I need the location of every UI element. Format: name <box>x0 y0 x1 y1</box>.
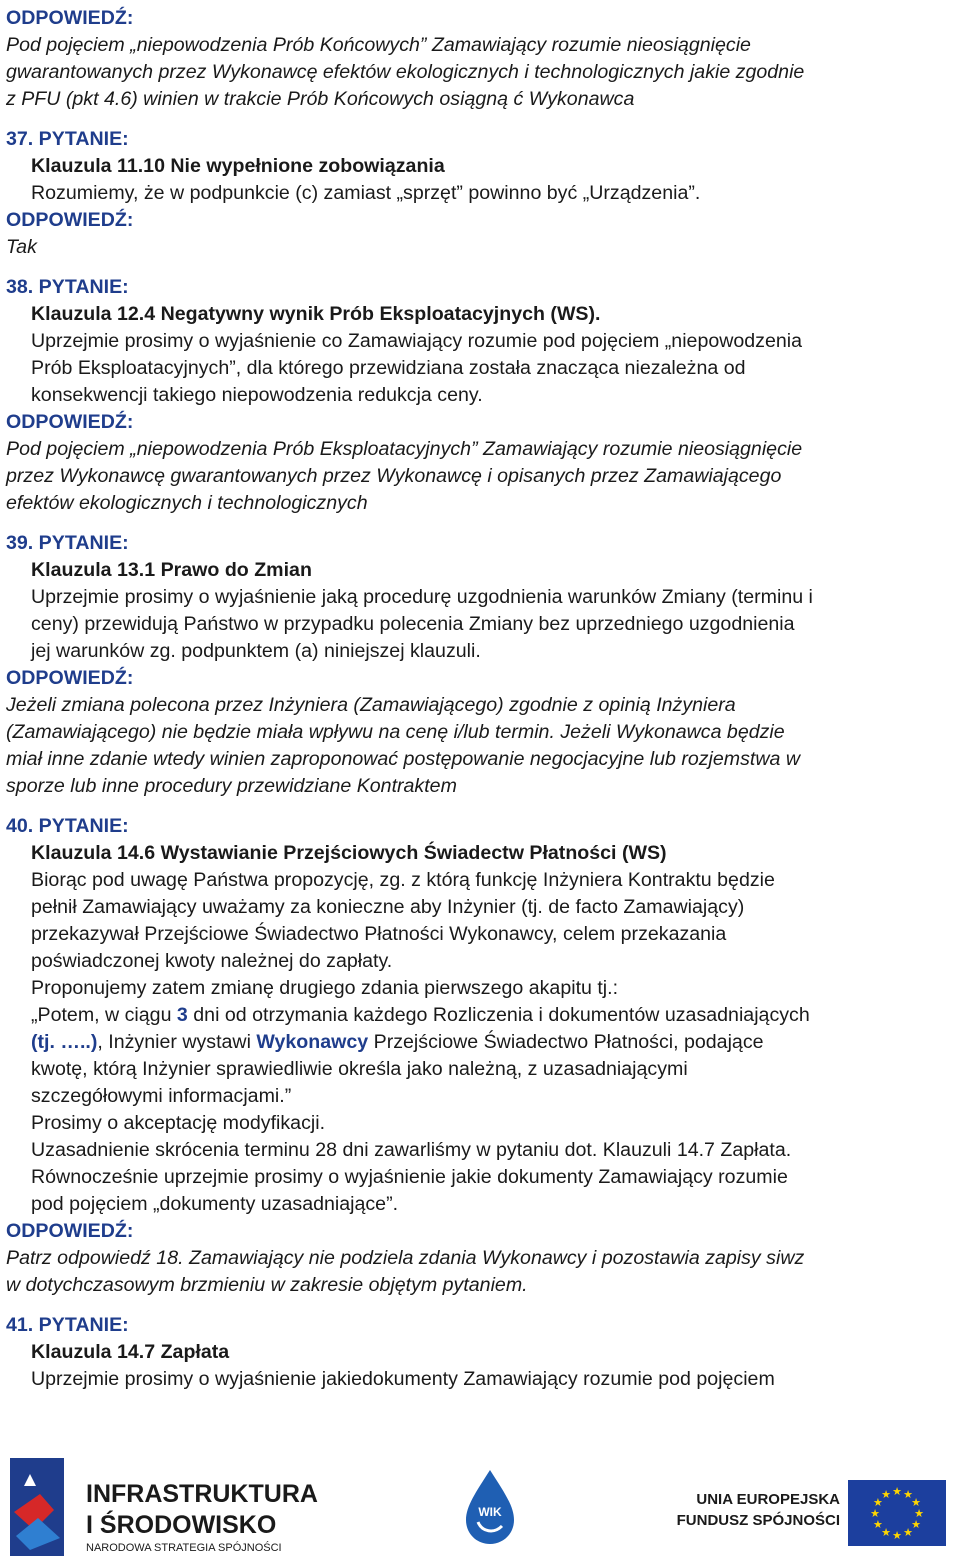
eu-star-icon: ★ <box>892 1485 902 1498</box>
proposed-text: „Potem, w ciągu <box>31 1004 177 1026</box>
question-text-line: Uprzejmie prosimy o wyjaśnienie jaką procedurę uzgodnienia warunków Zmiany (terminu i <box>31 586 813 608</box>
eu-star-icon: ★ <box>870 1507 880 1520</box>
answer-text-line: Pod pojęciem „niepowodzenia Prób Eksploatacyjnych” Zamawiający rozumie nieosiągnięcie <box>6 438 803 460</box>
answer-label: ODPOWIEDŹ: <box>6 7 134 29</box>
clause-title-37: Klauzula 11.10 Nie wypełnione zobowiązania <box>31 155 445 177</box>
question-text-line: Biorąc pod uwagę Państwa propozycję, zg. z którą funkcję Inżyniera Kontraktu będzie <box>31 869 775 891</box>
page-footer <box>0 1452 960 1562</box>
question-heading-40: 40. PYTANIE: <box>6 815 129 837</box>
answer-text-line: efektów ekologicznych i technologicznych <box>6 492 368 514</box>
eu-star-icon: ★ <box>881 1526 891 1540</box>
eu-star-icon: ★ <box>872 1496 883 1509</box>
answer-label: ODPOWIEDŹ: <box>6 411 134 433</box>
eu-logo <box>677 1480 946 1546</box>
eu-star-icon: ★ <box>903 1487 913 1501</box>
wik-logo-text: WIK <box>478 1505 502 1519</box>
question-text-line: pod pojęciem „dokumenty uzasadniające”. <box>31 1193 399 1215</box>
answer-label: ODPOWIEDŹ: <box>6 1220 134 1242</box>
programme-title-1: INFRASTRUKTURA <box>86 1480 318 1508</box>
question-text-line: jej warunków zg. podpunktem (a) niniejszej klauzuli. <box>31 640 481 662</box>
question-text-line: poświadczonej kwoty należnej do zapłaty. <box>31 950 393 972</box>
proposed-highlight: (tj. …..) <box>31 1031 98 1053</box>
answer-text-line: z PFU (pkt 4.6) winien w trakcie Prób Końcowych osiągną ć Wykonawca <box>6 88 635 110</box>
document-body <box>6 5 956 1393</box>
answer-text-line: gwarantowanych przez Wykonawcę efektów ekologicznych i technologicznych jakie zgodnie <box>6 61 805 83</box>
proposed-text-line <box>6 1029 956 1056</box>
question-text-line: Prosimy o akceptację modyfikacji. <box>31 1112 326 1134</box>
proposed-days-value: 3 <box>176 1004 188 1026</box>
question-text-line: konsekwencji takiego niepowodzenia redukcja ceny. <box>31 384 483 406</box>
clause-title-38: Klauzula 12.4 Negatywny wynik Prób Eksploatacyjnych (WS). <box>31 303 601 325</box>
eu-star-icon: ★ <box>903 1526 913 1540</box>
question-text-line: Uzasadnienie skrócenia terminu 28 dni zawarliśmy w pytaniu dot. Klauzuli 14.7 Zapłata. <box>31 1139 792 1161</box>
wik-logo <box>466 1470 514 1544</box>
question-text-line: Prób Eksploatacyjnych”, dla którego przewidziana została znacząca niezależna od <box>31 357 746 379</box>
footer-logos <box>0 1452 960 1562</box>
eu-star-icon: ★ <box>914 1507 924 1520</box>
programme-title-2: I ŚRODOWISKO <box>86 1511 277 1539</box>
proposed-text: dni od otrzymania każdego Rozliczenia i dokumentów uzasadniających <box>187 1004 810 1026</box>
eu-star-icon: ★ <box>911 1518 922 1531</box>
question-heading-41: 41. PYTANIE: <box>6 1314 129 1336</box>
eu-star-icon: ★ <box>872 1518 883 1531</box>
question-heading-37: 37. PYTANIE: <box>6 128 129 150</box>
answer-text-line: (Zamawiającego) nie będzie miała wpływu na cenę i/lub termin. Jeżeli Wykonawca będzie <box>6 721 785 743</box>
eu-star-icon: ★ <box>911 1496 922 1509</box>
answer-text-line: w dotychczasowym brzmieniu w zakresie objętym pytaniem. <box>6 1274 528 1296</box>
question-heading-39: 39. PYTANIE: <box>6 532 129 554</box>
question-text-line: Uprzejmie prosimy o wyjaśnienie co Zamawiający rozumie pod pojęciem „niepowodzenia <box>31 330 803 352</box>
answer-label: ODPOWIEDŹ: <box>6 209 134 231</box>
infrastruktura-logo <box>10 1458 318 1556</box>
question-text-line: szczegółowymi informacjami.” <box>31 1085 292 1107</box>
eu-line-2: FUNDUSZ SPÓJNOŚCI <box>676 1512 840 1529</box>
question-text-line: Uprzejmie prosimy o wyjaśnienie jakiedokumenty Zamawiający rozumie pod pojęciem <box>31 1368 775 1390</box>
question-text-line: kwotę, którą Inżynier sprawiedliwie określa jako należną, z uzasadniającymi <box>31 1058 688 1080</box>
eu-star-icon: ★ <box>881 1487 891 1501</box>
clause-title-39: Klauzula 13.1 Prawo do Zmian <box>31 559 312 581</box>
answer-text-line: miał inne zdanie wtedy winien zaproponować postępowanie negocjacyjne lub rozjemstwa w <box>6 748 800 770</box>
question-text-line: przekazywał Przejściowe Świadectwo Płatności Wykonawcy, celem przekazania <box>31 923 727 945</box>
proposed-text-line <box>6 1002 956 1029</box>
answer-text-line: Pod pojęciem „niepowodzenia Prób Końcowych” Zamawiający rozumie nieosiągnięcie <box>6 34 751 56</box>
answer-text-line: przez Wykonawcę gwarantowanych przez Wykonawcę i opisanych przez Zamawiającego <box>6 465 782 487</box>
proposed-highlight: Wykonawcy <box>256 1031 369 1053</box>
programme-subtitle: NARODOWA STRATEGIA SPÓJNOŚCI <box>86 1542 282 1554</box>
clause-title-40: Klauzula 14.6 Wystawianie Przejściowych Świadectw Płatności (WS) <box>31 842 667 864</box>
answer-text-line: sporze lub inne procedury przewidziane Kontraktem <box>6 775 457 797</box>
eu-line-1: UNIA EUROPEJSKA <box>696 1491 840 1508</box>
question-text-line: Rozumiemy, że w podpunkcie (c) zamiast „sprzęt” powinno być „Urządzenia”. <box>31 182 701 204</box>
eu-star-icon: ★ <box>892 1529 902 1542</box>
question-heading-38: 38. PYTANIE: <box>6 276 129 298</box>
answer-text-line: Tak <box>6 236 37 258</box>
answer-label: ODPOWIEDŹ: <box>6 667 134 689</box>
question-text-line: Proponujemy zatem zmianę drugiego zdania pierwszego akapitu tj.: <box>31 977 619 999</box>
question-text-line: Równocześnie uprzejmie prosimy o wyjaśnienie jakie dokumenty Zamawiający rozumie <box>31 1166 788 1188</box>
clause-title-41: Klauzula 14.7 Zapłata <box>31 1341 230 1363</box>
answer-text-line: Patrz odpowiedź 18. Zamawiający nie podziela zdania Wykonawcy i pozostawia zapisy siwz <box>6 1247 805 1269</box>
answer-text-line: Jeżeli zmiana polecona przez Inżyniera (Zamawiającego) zgodnie z opinią Inżyniera <box>6 694 736 716</box>
question-text-line: pełnił Zamawiający uważamy za konieczne aby Inżynier (tj. de facto Zamawiający) <box>31 896 745 918</box>
question-text-line: ceny) przewidują Państwo w przypadku polecenia Zmiany bez uprzedniego uzgodnienia <box>31 613 795 635</box>
proposed-text: Przejściowe Świadectwo Płatności, podające <box>368 1031 764 1053</box>
proposed-text: , Inżynier wystawi <box>97 1031 257 1053</box>
